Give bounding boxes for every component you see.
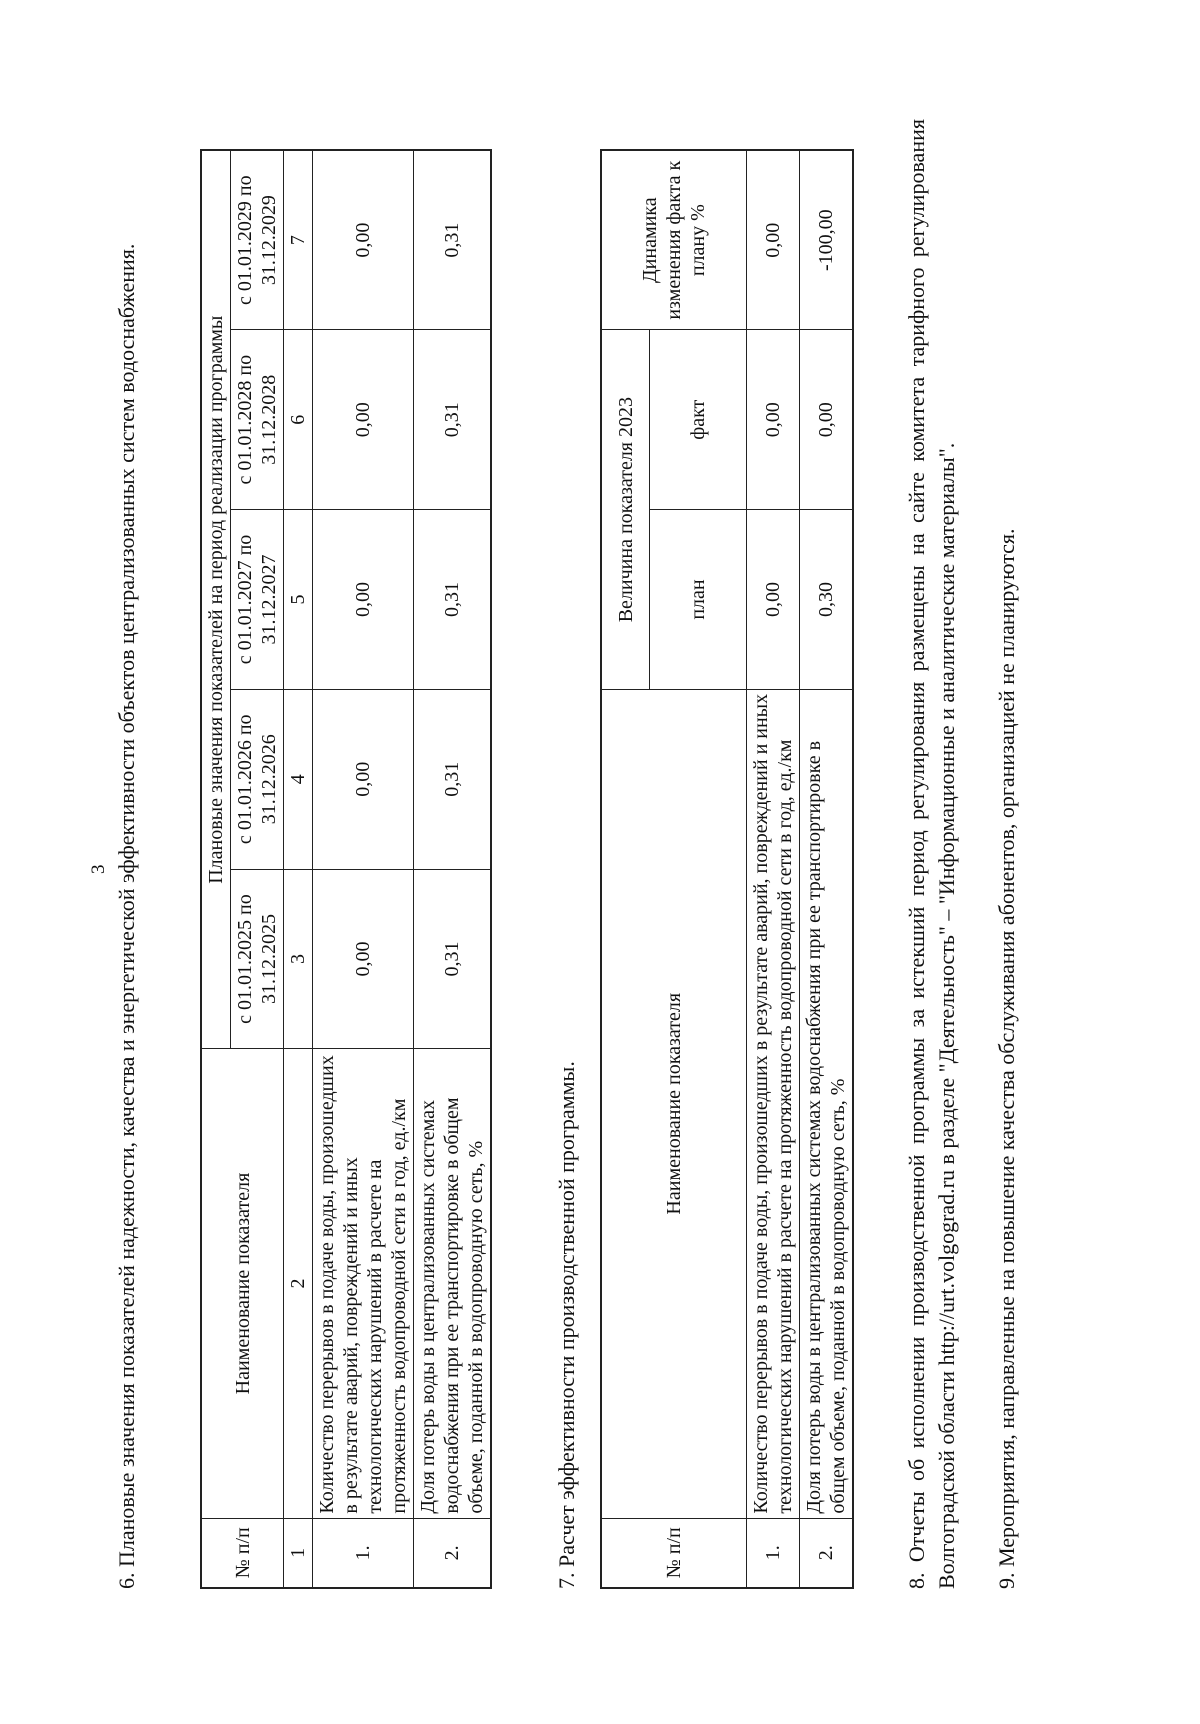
section-7-heading: 7. Расчет эффективности производственной программы. [554, 1061, 579, 1589]
header-fact: факт [650, 330, 747, 510]
row-plan: 0,00 [747, 510, 800, 690]
planned-values-table [200, 149, 492, 1589]
header-indicator-name: Наименование показателя [201, 1049, 284, 1518]
header-no: № п/п [201, 1518, 284, 1588]
row-value: 0,00 [313, 510, 414, 690]
section-9-text: 9. Мероприятия, направленные на повышение качества обслуживания абонентов, организацией не планируются. [994, 528, 1019, 1589]
header-period: Плановые значения показателей на период реализации программы [201, 150, 231, 1049]
row-value: 0,00 [313, 689, 414, 869]
row-no: 2. [800, 1518, 854, 1588]
table-row [747, 150, 800, 1588]
row-fact: 0,00 [747, 330, 800, 510]
col-number: 6 [284, 330, 313, 510]
row-value: 0,00 [313, 330, 414, 510]
row-value: 0,31 [414, 869, 492, 1049]
col-number: 4 [284, 689, 313, 869]
period-2029: с 01.01.2029 по 31.12.2029 [231, 150, 284, 330]
header-indicator-name: Наименование показателя [601, 689, 747, 1518]
col-number: 1 [284, 1518, 313, 1588]
row-name: Доля потерь воды в централизованных системах водоснабжения при ее транспортировке в общем объеме, поданной в водопроводную сеть, % [800, 689, 854, 1518]
column-number-row [284, 150, 313, 1588]
header-value-2023: Величина показателя 2023 [601, 330, 650, 690]
row-plan: 0,30 [800, 510, 854, 690]
row-value: 0,00 [313, 869, 414, 1049]
table-row [800, 150, 854, 1588]
row-value: 0,31 [414, 330, 492, 510]
row-dynamics: 0,00 [747, 150, 800, 330]
table-row [313, 150, 414, 1588]
period-2026: с 01.01.2026 по 31.12.2026 [231, 689, 284, 869]
efficiency-table [600, 149, 854, 1589]
header-dynamics: Динамика изменения факта к плану % [601, 150, 747, 330]
section-6-heading: 6. Плановые значения показателей надежности, качества и энергетической эффективности объектов централизованных систем водоснабжения. [114, 243, 139, 1589]
col-number: 2 [284, 1049, 313, 1518]
row-dynamics: -100,00 [800, 150, 854, 330]
row-name: Количество перерывов в подаче воды, произошедших в результате аварий, повреждений и иных технологических нарушений в расчете на протяженность водопроводной сети в год, ед./км [313, 1049, 414, 1518]
row-value: 0,00 [313, 150, 414, 330]
row-name: Доля потерь воды в централизованных системах водоснабжения при ее транспортировке в общем объеме, поданной в водопроводную сеть, % [414, 1049, 492, 1518]
period-2027: с 01.01.2027 по 31.12.2027 [231, 510, 284, 690]
row-no: 1. [747, 1518, 800, 1588]
section-8-text: 8. Отчеты об исполнении производственной программы за истекший период регулирования размещены на сайте комитета тарифного регулирования Волгоградской области http://urt.volgograd.ru в разделе "Деятельность" – "Информационные и аналитические материалы". [904, 119, 959, 1589]
row-value: 0,31 [414, 510, 492, 690]
header-no: № п/п [601, 1518, 747, 1588]
col-number: 5 [284, 510, 313, 690]
col-number: 3 [284, 869, 313, 1049]
row-no: 1. [313, 1518, 414, 1588]
row-value: 0,31 [414, 150, 492, 330]
page-number: 3 [88, 864, 109, 874]
header-plan: план [650, 510, 747, 690]
period-2028: с 01.01.2028 по 31.12.2028 [231, 330, 284, 510]
row-value: 0,31 [414, 689, 492, 869]
row-no: 2. [414, 1518, 492, 1588]
col-number: 7 [284, 150, 313, 330]
table-row [414, 150, 492, 1588]
row-name: Количество перерывов в подаче воды, произошедших в результате аварий, повреждений и иных технологических нарушений в расчете на протяженность водопроводной сети в год, ед./км [747, 689, 800, 1518]
row-fact: 0,00 [800, 330, 854, 510]
period-2025: с 01.01.2025 по 31.12.2025 [231, 869, 284, 1049]
